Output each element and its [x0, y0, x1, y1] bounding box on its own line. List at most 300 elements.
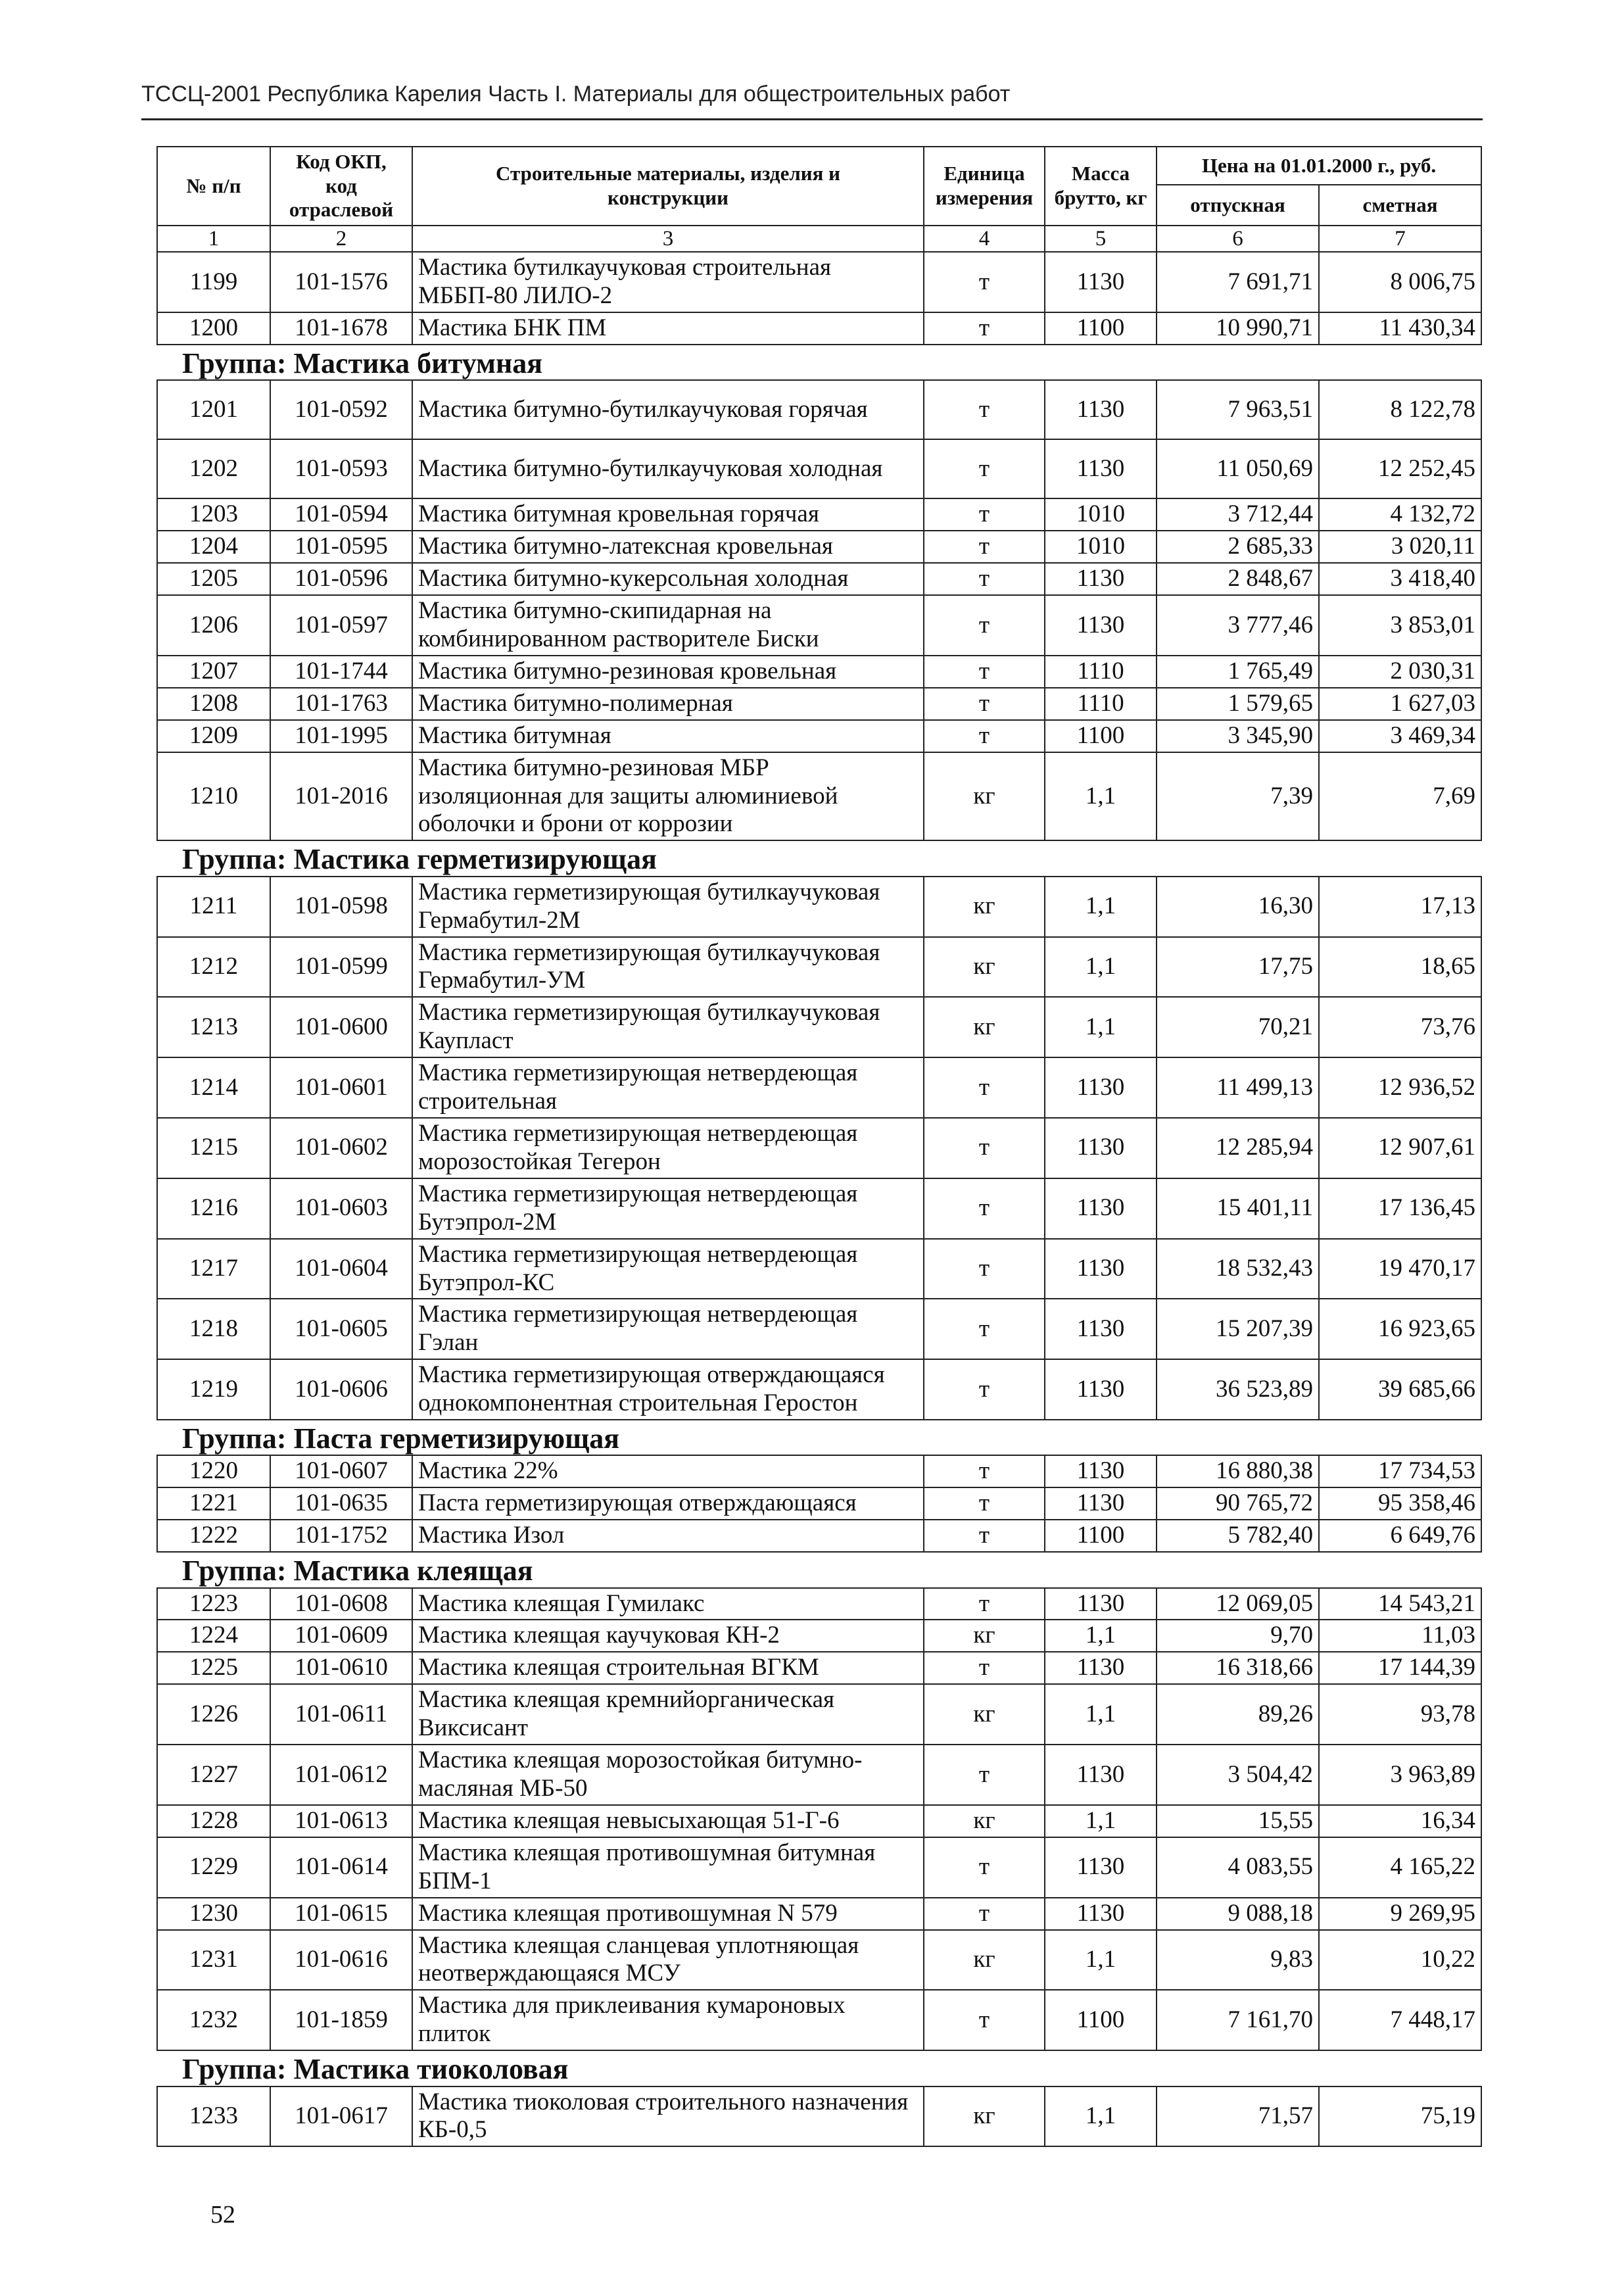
- table-row: [157, 1684, 1481, 1745]
- cell-no: 1229: [157, 1837, 270, 1898]
- column-number: 2: [270, 226, 412, 252]
- cell-mass: 1100: [1045, 1990, 1157, 2050]
- cell-unit: т: [924, 1455, 1045, 1487]
- table-row: [157, 1805, 1481, 1837]
- cell-p1: 15 401,11: [1157, 1178, 1319, 1239]
- cell-unit: т: [924, 380, 1045, 439]
- cell-p2: 10,22: [1319, 1930, 1481, 1990]
- cell-unit: т: [924, 1487, 1045, 1520]
- cell-p2: 2 030,31: [1319, 656, 1481, 688]
- cell-code: 101-1576: [270, 252, 412, 312]
- cell-mass: 1130: [1045, 380, 1157, 439]
- cell-name: Мастика битумно-кукерсольная холодная: [412, 563, 924, 595]
- cell-no: 1204: [157, 531, 270, 563]
- column-number: 6: [1157, 226, 1319, 252]
- table-row: [157, 752, 1481, 841]
- column-number: 1: [157, 226, 270, 252]
- cell-name: Мастика герметизирующая нетвердеющая морозостойкая Тегерон: [412, 1118, 924, 1178]
- col-header-unit-line1: Единица: [943, 162, 1025, 185]
- cell-mass: 1130: [1045, 1178, 1157, 1239]
- cell-code: 101-0616: [270, 1930, 412, 1990]
- col-header-code-line1: Код ОКП,: [296, 150, 387, 174]
- cell-mass: 1130: [1045, 563, 1157, 595]
- group-title: Группа: Мастика битумная: [157, 345, 1481, 380]
- cell-p2: 73,76: [1319, 997, 1481, 1057]
- cell-p1: 70,21: [1157, 997, 1319, 1057]
- col-header-price2: сметная: [1319, 185, 1481, 226]
- cell-unit: т: [924, 439, 1045, 498]
- cell-code: 101-0593: [270, 439, 412, 498]
- cell-mass: 1110: [1045, 688, 1157, 720]
- cell-code: 101-0612: [270, 1745, 412, 1805]
- cell-p2: 3 963,89: [1319, 1745, 1481, 1805]
- cell-mass: 1,1: [1045, 937, 1157, 998]
- cell-code: 101-0594: [270, 498, 412, 531]
- column-number: 3: [412, 226, 924, 252]
- cell-p2: 17 144,39: [1319, 1652, 1481, 1684]
- cell-code: 101-0601: [270, 1057, 412, 1118]
- cell-code: 101-0592: [270, 380, 412, 439]
- cell-code: 101-1744: [270, 656, 412, 688]
- cell-unit: т: [924, 688, 1045, 720]
- cell-p2: 7,69: [1319, 752, 1481, 841]
- cell-p1: 16 880,38: [1157, 1455, 1319, 1487]
- cell-no: 1201: [157, 380, 270, 439]
- cell-code: 101-1752: [270, 1520, 412, 1552]
- cell-name: Мастика битумная кровельная горячая: [412, 498, 924, 531]
- column-number: 7: [1319, 226, 1481, 252]
- cell-code: 101-0608: [270, 1588, 412, 1620]
- cell-name: Мастика герметизирующая отверждающаяся однокомпонентная строительная Геростон: [412, 1359, 924, 1420]
- cell-p1: 4 083,55: [1157, 1837, 1319, 1898]
- col-header-name-line2: конструкции: [608, 186, 728, 209]
- column-numbers-row: [157, 226, 1481, 252]
- cell-p1: 89,26: [1157, 1684, 1319, 1745]
- cell-unit: т: [924, 1745, 1045, 1805]
- cell-p1: 3 712,44: [1157, 498, 1319, 531]
- cell-p2: 14 543,21: [1319, 1588, 1481, 1620]
- cell-p1: 36 523,89: [1157, 1359, 1319, 1420]
- cell-unit: кг: [924, 1684, 1045, 1745]
- group-row: [157, 1552, 1481, 1587]
- table-row: [157, 595, 1481, 656]
- cell-p2: 18,65: [1319, 937, 1481, 998]
- cell-code: 101-0610: [270, 1652, 412, 1684]
- cell-p2: 4 132,72: [1319, 498, 1481, 531]
- cell-no: 1206: [157, 595, 270, 656]
- cell-no: 1228: [157, 1805, 270, 1837]
- cell-unit: т: [924, 1990, 1045, 2050]
- col-header-code: [270, 147, 412, 226]
- cell-p2: 3 469,34: [1319, 720, 1481, 752]
- cell-unit: кг: [924, 752, 1045, 841]
- cell-no: 1214: [157, 1057, 270, 1118]
- table-row: [157, 1359, 1481, 1420]
- cell-p1: 9,70: [1157, 1620, 1319, 1652]
- cell-unit: кг: [924, 937, 1045, 998]
- cell-unit: т: [924, 1652, 1045, 1684]
- cell-no: 1220: [157, 1455, 270, 1487]
- cell-no: 1202: [157, 439, 270, 498]
- cell-name: Мастика герметизирующая нетвердеющая Бутэпрол-КС: [412, 1239, 924, 1299]
- cell-no: 1225: [157, 1652, 270, 1684]
- cell-code: 101-0599: [270, 937, 412, 998]
- cell-mass: 1100: [1045, 720, 1157, 752]
- cell-mass: 1100: [1045, 312, 1157, 345]
- cell-name: Мастика БНК ПМ: [412, 312, 924, 345]
- table-row: [157, 252, 1481, 312]
- cell-p1: 7 963,51: [1157, 380, 1319, 439]
- cell-no: 1199: [157, 252, 270, 312]
- table-body: [157, 252, 1481, 2146]
- cell-p1: 2 685,33: [1157, 531, 1319, 563]
- cell-unit: т: [924, 252, 1045, 312]
- cell-mass: 1130: [1045, 252, 1157, 312]
- cell-name: Мастика битумно-полимерная: [412, 688, 924, 720]
- cell-code: 101-0609: [270, 1620, 412, 1652]
- table-row: [157, 1455, 1481, 1487]
- cell-p1: 16,30: [1157, 877, 1319, 937]
- cell-name: Мастика тиоколовая строительного назначения КБ-0,5: [412, 2086, 924, 2147]
- col-header-mass-line1: Масса: [1071, 162, 1130, 185]
- cell-no: 1207: [157, 656, 270, 688]
- table-row: [157, 563, 1481, 595]
- cell-p2: 9 269,95: [1319, 1898, 1481, 1930]
- cell-p1: 9 088,18: [1157, 1898, 1319, 1930]
- cell-p2: 11 430,34: [1319, 312, 1481, 345]
- cell-p2: 16 923,65: [1319, 1299, 1481, 1359]
- cell-unit: кг: [924, 1620, 1045, 1652]
- table-row: [157, 1837, 1481, 1898]
- cell-code: 101-1859: [270, 1990, 412, 2050]
- cell-mass: 1010: [1045, 498, 1157, 531]
- cell-name: Мастика герметизирующая бутилкаучуковая Гермабутил-2М: [412, 877, 924, 937]
- table-row: [157, 1898, 1481, 1930]
- cell-unit: т: [924, 1057, 1045, 1118]
- cell-mass: 1130: [1045, 1359, 1157, 1420]
- cell-name: Мастика герметизирующая нетвердеющая строительная: [412, 1057, 924, 1118]
- cell-name: Мастика битумная: [412, 720, 924, 752]
- cell-unit: т: [924, 1178, 1045, 1239]
- cell-name: Мастика битумно-бутилкаучуковая холодная: [412, 439, 924, 498]
- cell-mass: 1,1: [1045, 1930, 1157, 1990]
- cell-p2: 17 136,45: [1319, 1178, 1481, 1239]
- cell-unit: т: [924, 1837, 1045, 1898]
- cell-code: 101-0602: [270, 1118, 412, 1178]
- cell-no: 1200: [157, 312, 270, 345]
- cell-mass: 1130: [1045, 1837, 1157, 1898]
- cell-name: Мастика клеящая сланцевая уплотняющая неотверждающаяся МСУ: [412, 1930, 924, 1990]
- cell-mass: 1,1: [1045, 877, 1157, 937]
- table-row: [157, 312, 1481, 345]
- cell-no: 1212: [157, 937, 270, 998]
- cell-p1: 7,39: [1157, 752, 1319, 841]
- cell-code: 101-0635: [270, 1487, 412, 1520]
- cell-p1: 3 504,42: [1157, 1745, 1319, 1805]
- cell-p1: 90 765,72: [1157, 1487, 1319, 1520]
- table-row: [157, 1239, 1481, 1299]
- column-number: 5: [1045, 226, 1157, 252]
- cell-p2: 8 122,78: [1319, 380, 1481, 439]
- col-header-unit-line2: измерения: [935, 186, 1034, 209]
- cell-code: 101-0613: [270, 1805, 412, 1837]
- cell-p2: 39 685,66: [1319, 1359, 1481, 1420]
- cell-p1: 7 691,71: [1157, 252, 1319, 312]
- cell-p2: 6 649,76: [1319, 1520, 1481, 1552]
- cell-p1: 1 765,49: [1157, 656, 1319, 688]
- cell-p2: 1 627,03: [1319, 688, 1481, 720]
- cell-unit: т: [924, 1118, 1045, 1178]
- cell-code: 101-0604: [270, 1239, 412, 1299]
- cell-name: Мастика герметизирующая бутилкаучуковая Каупласт: [412, 997, 924, 1057]
- cell-code: 101-0611: [270, 1684, 412, 1745]
- cell-name: Мастика битумно-резиновая МБР изоляционная для защиты алюминиевой оболочки и брони от коррозии: [412, 752, 924, 841]
- cell-p1: 15 207,39: [1157, 1299, 1319, 1359]
- cell-no: 1221: [157, 1487, 270, 1520]
- col-header-name-line1: Строительные материалы, изделия и: [496, 162, 840, 185]
- cell-p1: 3 345,90: [1157, 720, 1319, 752]
- cell-no: 1227: [157, 1745, 270, 1805]
- cell-code: 101-0614: [270, 1837, 412, 1898]
- col-header-mass: [1045, 147, 1157, 226]
- col-header-unit: [924, 147, 1045, 226]
- cell-p1: 1 579,65: [1157, 688, 1319, 720]
- group-row: [157, 840, 1481, 876]
- cell-code: 101-0606: [270, 1359, 412, 1420]
- cell-code: 101-1678: [270, 312, 412, 345]
- cell-p2: 93,78: [1319, 1684, 1481, 1745]
- table-row: [157, 877, 1481, 937]
- cell-no: 1230: [157, 1898, 270, 1930]
- cell-p1: 71,57: [1157, 2086, 1319, 2147]
- cell-p1: 3 777,46: [1157, 595, 1319, 656]
- cell-p2: 19 470,17: [1319, 1239, 1481, 1299]
- table-row: [157, 1620, 1481, 1652]
- cell-code: 101-0598: [270, 877, 412, 937]
- group-row: [157, 345, 1481, 380]
- cell-no: 1222: [157, 1520, 270, 1552]
- cell-p2: 3 020,11: [1319, 531, 1481, 563]
- table-row: [157, 498, 1481, 531]
- cell-p2: 17 734,53: [1319, 1455, 1481, 1487]
- price-table: [156, 146, 1482, 2147]
- table-row: [157, 937, 1481, 998]
- cell-no: 1209: [157, 720, 270, 752]
- cell-unit: т: [924, 1520, 1045, 1552]
- cell-code: 101-2016: [270, 752, 412, 841]
- cell-no: 1232: [157, 1990, 270, 2050]
- cell-p1: 17,75: [1157, 937, 1319, 998]
- cell-mass: 1130: [1045, 1455, 1157, 1487]
- col-header-code-line3: отраслевой: [289, 198, 394, 222]
- cell-no: 1223: [157, 1588, 270, 1620]
- cell-name: Мастика клеящая строительная ВГКМ: [412, 1652, 924, 1684]
- cell-unit: т: [924, 1299, 1045, 1359]
- cell-p2: 4 165,22: [1319, 1837, 1481, 1898]
- cell-p1: 2 848,67: [1157, 563, 1319, 595]
- cell-no: 1226: [157, 1684, 270, 1745]
- cell-no: 1219: [157, 1359, 270, 1420]
- cell-mass: 1,1: [1045, 1620, 1157, 1652]
- table-row: [157, 1178, 1481, 1239]
- cell-mass: 1,1: [1045, 1805, 1157, 1837]
- cell-mass: 1130: [1045, 1118, 1157, 1178]
- cell-no: 1205: [157, 563, 270, 595]
- table-head: [157, 147, 1481, 252]
- cell-unit: т: [924, 1239, 1045, 1299]
- cell-p1: 16 318,66: [1157, 1652, 1319, 1684]
- cell-no: 1213: [157, 997, 270, 1057]
- cell-mass: 1010: [1045, 531, 1157, 563]
- cell-code: 101-0595: [270, 531, 412, 563]
- cell-mass: 1130: [1045, 1898, 1157, 1930]
- cell-no: 1210: [157, 752, 270, 841]
- cell-mass: 1130: [1045, 1487, 1157, 1520]
- table-row: [157, 2086, 1481, 2147]
- cell-mass: 1,1: [1045, 2086, 1157, 2147]
- table-row: [157, 720, 1481, 752]
- group-title: Группа: Мастика герметизирующая: [157, 840, 1481, 876]
- cell-p2: 11,03: [1319, 1620, 1481, 1652]
- cell-mass: 1130: [1045, 1299, 1157, 1359]
- cell-p2: 95 358,46: [1319, 1487, 1481, 1520]
- table-row: [157, 1930, 1481, 1990]
- cell-unit: т: [924, 563, 1045, 595]
- cell-name: Мастика герметизирующая нетвердеющая Гэлан: [412, 1299, 924, 1359]
- group-title: Группа: Мастика тиоколовая: [157, 2050, 1481, 2086]
- cell-unit: кг: [924, 997, 1045, 1057]
- col-header-code-line2: код: [325, 174, 357, 197]
- cell-mass: 1100: [1045, 1520, 1157, 1552]
- cell-p1: 7 161,70: [1157, 1990, 1319, 2050]
- page-header: ТССЦ-2001 Республика Карелия Часть I. Материалы для общестроительных работ: [141, 82, 1011, 107]
- cell-name: Мастика бутилкаучуковая строительная МББП-80 ЛИЛО-2: [412, 252, 924, 312]
- cell-p2: 12 907,61: [1319, 1118, 1481, 1178]
- cell-name: Паста герметизирующая отверждающаяся: [412, 1487, 924, 1520]
- cell-p2: 17,13: [1319, 877, 1481, 937]
- cell-no: 1203: [157, 498, 270, 531]
- cell-unit: т: [924, 656, 1045, 688]
- cell-p1: 5 782,40: [1157, 1520, 1319, 1552]
- cell-p2: 8 006,75: [1319, 252, 1481, 312]
- cell-no: 1216: [157, 1178, 270, 1239]
- group-row: [157, 1420, 1481, 1455]
- cell-code: 101-1763: [270, 688, 412, 720]
- header-rule: [141, 118, 1483, 120]
- cell-p2: 7 448,17: [1319, 1990, 1481, 2050]
- cell-name: Мастика клеящая морозостойкая битумно-масляная МБ-50: [412, 1745, 924, 1805]
- cell-no: 1231: [157, 1930, 270, 1990]
- col-header-price-group: Цена на 01.01.2000 г., руб.: [1157, 147, 1481, 185]
- table-row: [157, 439, 1481, 498]
- table-row: [157, 997, 1481, 1057]
- cell-no: 1211: [157, 877, 270, 937]
- cell-name: Мастика Изол: [412, 1520, 924, 1552]
- table-row: [157, 1588, 1481, 1620]
- table-row: [157, 656, 1481, 688]
- cell-code: 101-1995: [270, 720, 412, 752]
- cell-p2: 3 853,01: [1319, 595, 1481, 656]
- cell-name: Мастика клеящая невысыхающая 51-Г-6: [412, 1805, 924, 1837]
- cell-unit: кг: [924, 1930, 1045, 1990]
- col-header-name: [412, 147, 924, 226]
- cell-p1: 12 069,05: [1157, 1588, 1319, 1620]
- table-row: [157, 1652, 1481, 1684]
- group-title: Группа: Паста герметизирующая: [157, 1420, 1481, 1455]
- cell-p1: 18 532,43: [1157, 1239, 1319, 1299]
- cell-unit: т: [924, 595, 1045, 656]
- cell-mass: 1130: [1045, 1057, 1157, 1118]
- cell-no: 1224: [157, 1620, 270, 1652]
- cell-mass: 1130: [1045, 1588, 1157, 1620]
- cell-p1: 10 990,71: [1157, 312, 1319, 345]
- cell-name: Мастика битумно-скипидарная на комбинированном растворителе Биски: [412, 595, 924, 656]
- cell-unit: т: [924, 1588, 1045, 1620]
- table-row: [157, 1487, 1481, 1520]
- cell-no: 1218: [157, 1299, 270, 1359]
- cell-code: 101-0615: [270, 1898, 412, 1930]
- cell-mass: 1130: [1045, 595, 1157, 656]
- cell-name: Мастика герметизирующая бутилкаучуковая Гермабутил-УМ: [412, 937, 924, 998]
- table-row: [157, 1299, 1481, 1359]
- cell-p1: 15,55: [1157, 1805, 1319, 1837]
- page-number: 52: [210, 2201, 235, 2229]
- cell-p2: 16,34: [1319, 1805, 1481, 1837]
- cell-p2: 3 418,40: [1319, 563, 1481, 595]
- cell-no: 1233: [157, 2086, 270, 2147]
- cell-p1: 11 499,13: [1157, 1057, 1319, 1118]
- cell-unit: кг: [924, 1805, 1045, 1837]
- table-row: [157, 688, 1481, 720]
- cell-mass: 1130: [1045, 1745, 1157, 1805]
- cell-name: Мастика герметизирующая нетвердеющая Бутэпрол-2М: [412, 1178, 924, 1239]
- cell-name: Мастика 22%: [412, 1455, 924, 1487]
- col-header-price1: отпускная: [1157, 185, 1319, 226]
- cell-code: 101-0617: [270, 2086, 412, 2147]
- cell-mass: 1110: [1045, 656, 1157, 688]
- cell-unit: кг: [924, 877, 1045, 937]
- table-row: [157, 1520, 1481, 1552]
- table-row: [157, 1990, 1481, 2050]
- cell-code: 101-0600: [270, 997, 412, 1057]
- cell-no: 1215: [157, 1118, 270, 1178]
- cell-name: Мастика клеящая каучуковая КН-2: [412, 1620, 924, 1652]
- cell-code: 101-0596: [270, 563, 412, 595]
- col-header-mass-line2: брутто, кг: [1054, 186, 1147, 209]
- cell-mass: 1130: [1045, 1239, 1157, 1299]
- table-row: [157, 1745, 1481, 1805]
- cell-p1: 12 285,94: [1157, 1118, 1319, 1178]
- group-row: [157, 2050, 1481, 2086]
- table-row: [157, 1118, 1481, 1178]
- cell-mass: 1130: [1045, 439, 1157, 498]
- cell-unit: кг: [924, 2086, 1045, 2147]
- cell-code: 101-0597: [270, 595, 412, 656]
- cell-p1: 9,83: [1157, 1930, 1319, 1990]
- table-row: [157, 531, 1481, 563]
- cell-mass: 1,1: [1045, 752, 1157, 841]
- cell-mass: 1130: [1045, 1652, 1157, 1684]
- cell-name: Мастика клеящая кремнийорганическая Виксисант: [412, 1684, 924, 1745]
- cell-name: Мастика клеящая противошумная битумная БПМ-1: [412, 1837, 924, 1898]
- cell-p2: 12 252,45: [1319, 439, 1481, 498]
- cell-name: Мастика битумно-бутилкаучуковая горячая: [412, 380, 924, 439]
- cell-unit: т: [924, 531, 1045, 563]
- col-header-no: № п/п: [157, 147, 270, 226]
- cell-no: 1208: [157, 688, 270, 720]
- cell-no: 1217: [157, 1239, 270, 1299]
- table-row: [157, 1057, 1481, 1118]
